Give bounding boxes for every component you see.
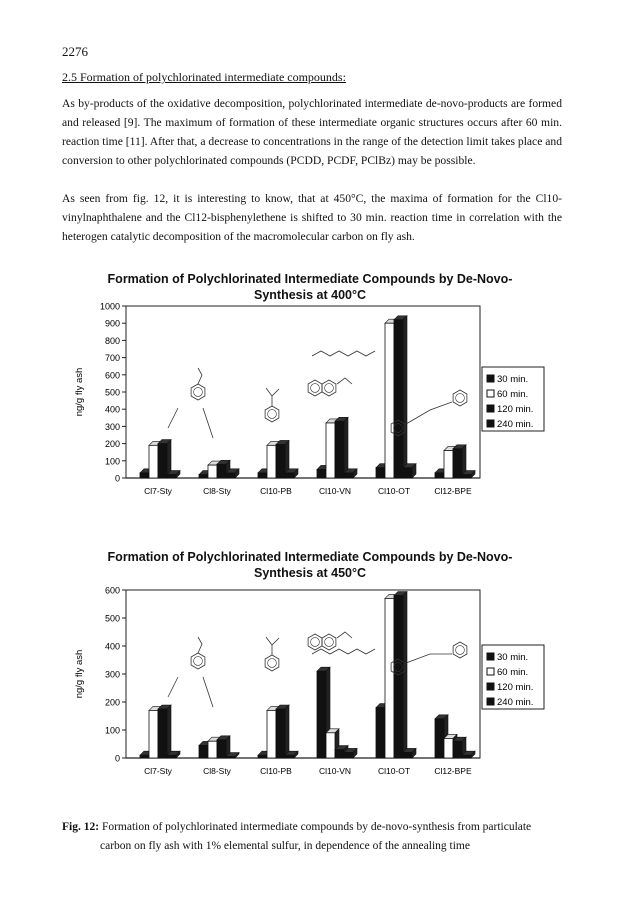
- bar-Cl12-BPE-60 min.: [444, 450, 453, 478]
- legend: [482, 367, 544, 431]
- chart-2-title: Formation of Polychlorinated Intermediate Compounds by De-Novo-Synthesis at 450°C: [107, 550, 513, 580]
- bar-Cl10-PB-60 min.: [267, 445, 276, 478]
- chart-2: [74, 586, 544, 777]
- y-tick-label: 500: [104, 613, 120, 624]
- bar-Cl10-VN-30 min.: [317, 469, 326, 478]
- bar-Cl8-Sty-60 min.: [208, 465, 217, 478]
- bar-Cl8-Sty-120 min.: [217, 740, 226, 758]
- x-tick-label: Cl7-Sty: [144, 766, 172, 776]
- y-tick-label: 100: [104, 456, 120, 467]
- bar-Cl10-VN-60 min.: [326, 423, 335, 478]
- vinyl-group-icon: [337, 378, 352, 384]
- y-tick-label: 600: [104, 585, 120, 596]
- bar-side: [344, 417, 348, 478]
- chart-1: [74, 302, 544, 497]
- bar-Cl7-Sty-120 min.: [158, 709, 167, 758]
- x-tick-label: Cl12-BPE: [434, 486, 472, 496]
- ethene-bridge-icon: [406, 654, 452, 663]
- bar-Cl12-BPE-30 min.: [435, 719, 444, 758]
- aromatic-circle-icon: [456, 646, 465, 655]
- y-axis-label: ng/g fly ash: [74, 367, 85, 417]
- bar-Cl12-BPE-120 min.: [453, 741, 462, 758]
- benzene-ring-icon: [453, 390, 467, 406]
- bar-Cl12-BPE-240 min.: [462, 755, 471, 758]
- legend-entry: 60 min.: [497, 389, 529, 400]
- vinyl-group-icon: [337, 632, 352, 638]
- figure-caption-label: Fig. 12:: [62, 821, 100, 833]
- bar-Cl12-BPE-60 min.: [444, 738, 453, 758]
- aromatic-circle-icon: [194, 657, 203, 666]
- x-tick-label: Cl10-OT: [377, 766, 411, 776]
- benzene-ring-icon: [308, 380, 322, 396]
- chart-1-title: Formation of Polychlorinated Intermediate Compounds by De-Novo-Synthesis at 400°C: [107, 272, 513, 302]
- y-tick-label: 800: [104, 335, 120, 346]
- bar-Cl7-Sty-240 min.: [167, 755, 176, 758]
- x-tick-label: Cl10-PB: [260, 486, 292, 496]
- y-tick-label: 1000: [99, 301, 120, 312]
- x-tick-label: Cl10-OT: [377, 486, 411, 496]
- aromatic-circle-icon: [325, 638, 334, 647]
- aromatic-circle-icon: [194, 388, 203, 397]
- benzene-ring-icon: [191, 653, 205, 669]
- legend-entry: 240 min.: [497, 419, 534, 430]
- aromatic-circle-icon: [268, 659, 277, 668]
- x-tick-label: Cl7-Sty: [144, 486, 172, 496]
- y-tick-label: 400: [104, 404, 120, 415]
- bar-side: [167, 705, 171, 758]
- benzene-ring-icon: [453, 642, 467, 658]
- bar-Cl10-PB-120 min.: [276, 444, 285, 478]
- bar-Cl12-BPE-30 min.: [435, 473, 444, 478]
- bar-Cl10-PB-120 min.: [276, 709, 285, 758]
- bar-Cl10-PB-240 min.: [285, 755, 294, 758]
- vinyl-group-icon: [198, 637, 202, 653]
- butadiene-icon: [266, 388, 279, 406]
- bar-Cl8-Sty-240 min.: [226, 473, 235, 478]
- benzene-ring-icon: [322, 634, 336, 650]
- bar-Cl10-VN-120 min.: [335, 750, 344, 758]
- benzene-ring-icon: [322, 380, 336, 396]
- x-tick-label: Cl12-BPE: [434, 766, 472, 776]
- bar-Cl8-Sty-30 min.: [199, 475, 208, 478]
- bar-Cl10-OT-240 min.: [403, 468, 412, 478]
- bar-side: [285, 705, 289, 758]
- bar-Cl10-OT-30 min.: [376, 708, 385, 758]
- legend-swatch: [487, 390, 494, 397]
- y-tick-label: 0: [114, 473, 120, 484]
- bar-Cl10-OT-60 min.: [385, 323, 394, 478]
- bar-side: [403, 592, 407, 758]
- vinyl-group-icon: [198, 368, 202, 384]
- ethene-bridge-icon: [406, 402, 452, 424]
- bar-Cl12-BPE-120 min.: [453, 449, 462, 478]
- y-tick-label: 200: [104, 697, 120, 708]
- legend-swatch: [487, 653, 494, 660]
- octatetraene-icon: [312, 351, 375, 356]
- benzene-ring-icon: [265, 655, 279, 671]
- legend-swatch: [487, 683, 494, 690]
- aromatic-circle-icon: [456, 394, 465, 403]
- bar-Cl8-Sty-120 min.: [217, 464, 226, 478]
- paragraph-2: As seen from fig. 12, it is interesting to know, that at 450°C, the maxima of formation for the Cl10-vinylnaphthalene and the Cl12-bisphenylethene is shifted to 30 min. reaction time in correlation with the heterogen catalytic decomposition of the macromolecular carbon on fly ash.: [62, 192, 562, 243]
- benzene-ring-icon: [308, 634, 322, 650]
- x-tick-label: Cl8-Sty: [203, 486, 231, 496]
- bar-Cl8-Sty-30 min.: [199, 745, 208, 758]
- bar-Cl7-Sty-30 min.: [140, 473, 149, 478]
- y-tick-label: 300: [104, 669, 120, 680]
- bar-Cl10-PB-30 min.: [258, 473, 267, 478]
- aromatic-circle-icon: [325, 384, 334, 393]
- plot-area: [126, 590, 480, 758]
- bar-Cl10-VN-240 min.: [344, 473, 353, 478]
- aromatic-circle-icon: [311, 638, 320, 647]
- legend: [482, 645, 544, 709]
- bar-Cl10-VN-120 min.: [335, 421, 344, 478]
- bar-Cl10-VN-30 min.: [317, 671, 326, 758]
- bar-Cl7-Sty-120 min.: [158, 444, 167, 478]
- pointer-line: [168, 408, 178, 428]
- octatetraene-icon: [312, 649, 375, 654]
- bar-Cl10-OT-30 min.: [376, 468, 385, 478]
- bar-Cl12-BPE-240 min.: [462, 475, 471, 478]
- figure-caption-line1: Formation of polychlorinated intermediate compounds by de-novo-synthesis from particulate: [101, 821, 532, 833]
- y-tick-label: 200: [104, 439, 120, 450]
- y-tick-label: 700: [104, 353, 120, 364]
- bar-Cl8-Sty-60 min.: [208, 741, 217, 758]
- y-tick-label: 900: [104, 318, 120, 329]
- legend-swatch: [487, 420, 494, 427]
- aromatic-circle-icon: [268, 410, 277, 419]
- structures-chart-1: [168, 351, 467, 438]
- bar-Cl10-OT-240 min.: [403, 752, 412, 758]
- benzene-ring-icon: [191, 384, 205, 400]
- butadiene-icon: [266, 637, 279, 655]
- legend-swatch: [487, 668, 494, 675]
- bar-Cl10-OT-120 min.: [394, 320, 403, 478]
- x-tick-label: Cl10-VN: [318, 766, 352, 776]
- legend-entry: 60 min.: [497, 667, 529, 678]
- aromatic-circle-icon: [311, 384, 320, 393]
- bar-Cl10-PB-30 min.: [258, 755, 267, 758]
- x-tick-label: Cl10-VN: [318, 486, 352, 496]
- legend-swatch: [487, 375, 494, 382]
- y-tick-label: 300: [104, 421, 120, 432]
- legend-swatch: [487, 698, 494, 705]
- bar-Cl10-OT-120 min.: [394, 596, 403, 758]
- legend-entry: 120 min.: [497, 404, 534, 415]
- figure-caption: [62, 818, 562, 856]
- y-tick-label: 400: [104, 641, 120, 652]
- legend-swatch: [487, 405, 494, 412]
- legend-entry: 30 min.: [497, 652, 529, 663]
- y-axis-label: ng/g fly ash: [74, 649, 85, 699]
- pointer-line: [203, 677, 213, 707]
- bar-Cl10-VN-240 min.: [344, 752, 353, 758]
- bar-Cl8-Sty-240 min.: [226, 757, 235, 758]
- y-tick-label: 0: [114, 753, 120, 764]
- paragraph-1: As by-products of the oxidative decomposition, polychlorinated intermediate de-novo-products are formed and released [9]. The maximum of formation of these intermediate organic structures occurs after 60 min. reaction time [11]. After that, a decrease to concentrations in the range of the detection limit takes place and conversion to other polychlorinated compounds (PCDD, PCDF, PClBz) may be possible.: [62, 97, 562, 167]
- bar-Cl10-PB-60 min.: [267, 710, 276, 758]
- legend-entry: 30 min.: [497, 374, 529, 385]
- bar-Cl10-PB-240 min.: [285, 473, 294, 478]
- bar-Cl7-Sty-60 min.: [149, 710, 158, 758]
- y-tick-label: 100: [104, 725, 120, 736]
- page-number: 2276: [62, 44, 88, 59]
- bar-Cl10-VN-60 min.: [326, 733, 335, 758]
- x-tick-label: Cl10-PB: [260, 766, 292, 776]
- legend-entry: 120 min.: [497, 682, 534, 693]
- y-tick-label: 500: [104, 387, 120, 398]
- plot-area: [126, 306, 480, 478]
- pointer-line: [168, 677, 178, 697]
- figure-caption-line2: carbon on fly ash with 1% elemental sulfur, in dependence of the annealing time: [100, 840, 470, 852]
- benzene-ring-icon: [265, 406, 279, 422]
- bar-Cl7-Sty-30 min.: [140, 755, 149, 758]
- pointer-line: [203, 408, 213, 438]
- y-tick-label: 600: [104, 370, 120, 381]
- bar-side: [403, 316, 407, 478]
- bar-Cl10-OT-60 min.: [385, 598, 394, 758]
- legend-entry: 240 min.: [497, 697, 534, 708]
- section-heading: 2.5 Formation of polychlorinated intermediate compounds:: [62, 70, 346, 84]
- x-tick-label: Cl8-Sty: [203, 766, 231, 776]
- bar-Cl7-Sty-60 min.: [149, 445, 158, 478]
- bar-Cl7-Sty-240 min.: [167, 475, 176, 478]
